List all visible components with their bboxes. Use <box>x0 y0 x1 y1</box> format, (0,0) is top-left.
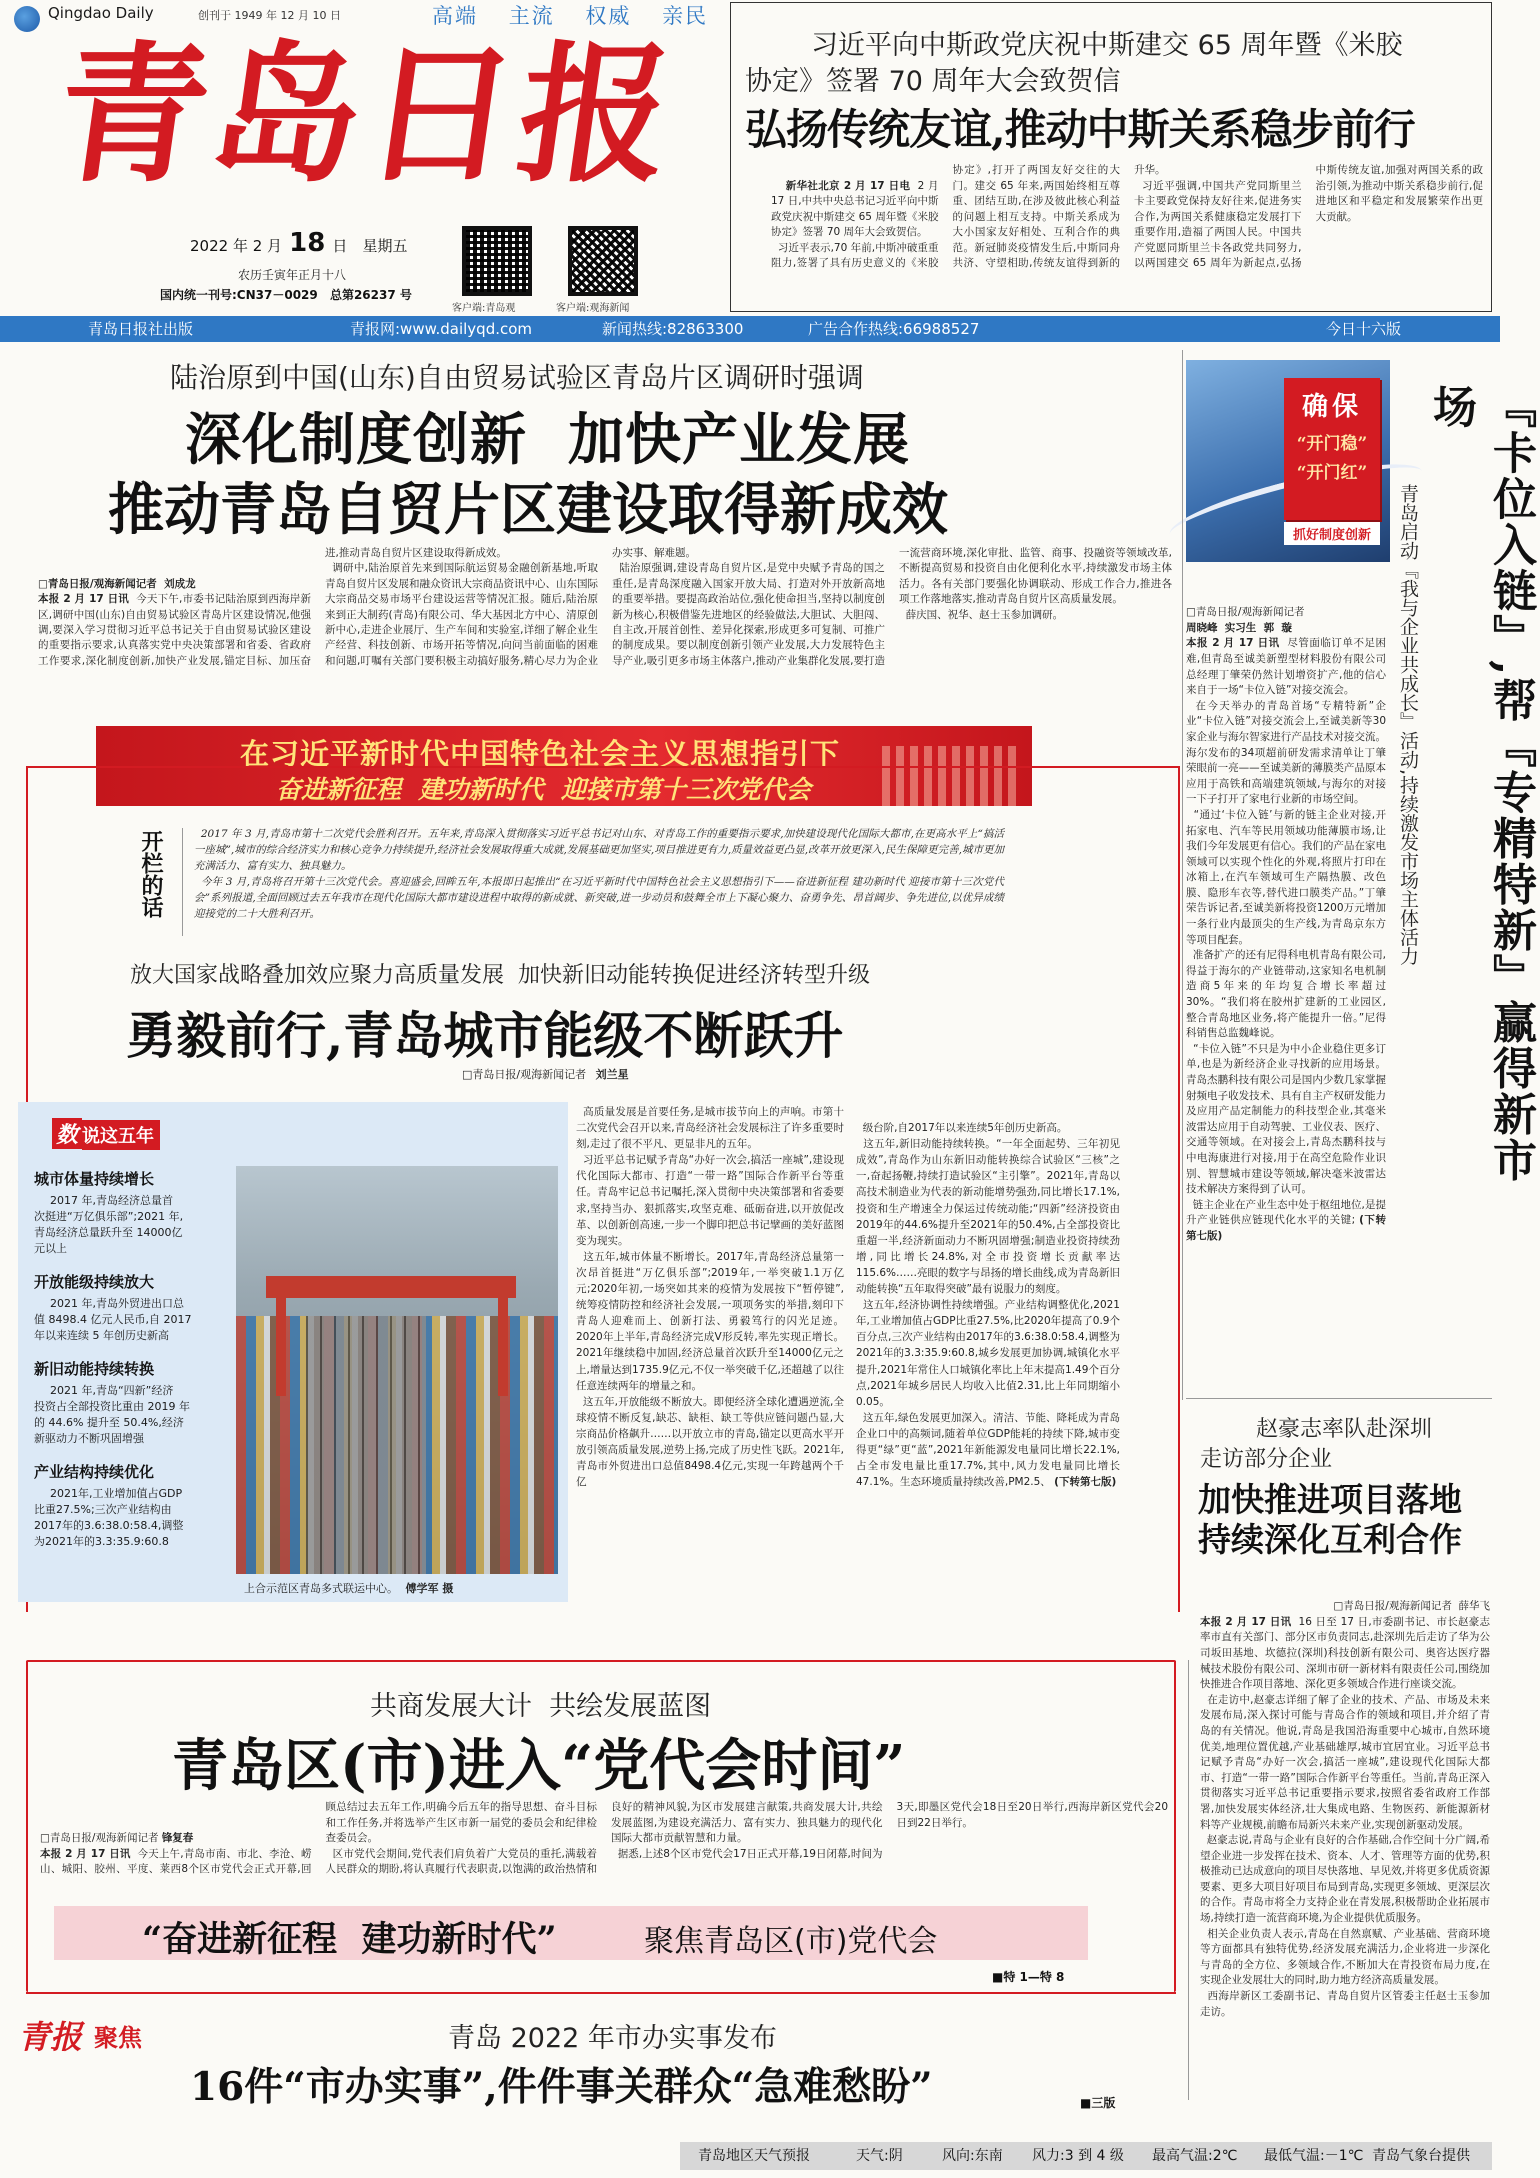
weather-low: 最低气温:－1℃ <box>1264 2148 1364 2164</box>
stats-title <box>52 1118 160 1148</box>
qr-caption-guanhai: 客户端:观海新闻 <box>556 303 630 314</box>
feature-col-2-text: 级台阶,自2017年以来连续5年创历史新高。 这五年,新旧动能持续转换。“一年全面起势、三年初见成效”,青岛作为山东新旧动能转换综合试验区“三核”之一,奋起扬鞭,持续打造试验区“主引擎”。2021年,青岛以高技术制造业为代表的新动能增势强劲,同比增长17.1%,投资和生产增速全力保运过传统动能;“四新”经济投资由2019年的44.6%提升至2021年的50.4%,占全部投资比重超一半,经济新面动力不断巩固增强;制造业投资持续劲增,同比增长24.8%,对全市投资增长贡献率达115.6%……亮眼的数字与昂扬的增长曲线,成为青岛新旧动能转换“五年取得突破”最有说服力的刻度。 这五年,经济协调性持续增强。产业结构调整优化,2021年,工业增加值占GDP比重27.5%,比2020年提高了0.9个百分点,三次产业结构由2017年的3.6:38.0:58.4,调整为2021年的3.3:35.9:60.8,城乡发展更加协调,城镇化水平提升,2021年常住人口城镇化率比上年末提高1.49个百分点,2021年城乡居民人均收入比值2.31,比上年同期缩小0.05。 这五年,绿色发展更加深入。清洁、节能、降耗成为青岛企业口中的高频词,随着单位GDP能耗的持续下降,城市变得更“绿”更“蓝”,2021年新能源发电量同比增长22.1%,占全市发电量比重17.7%,其中,风力发电量同比增长47.1%。生态环境质量持续改善,PM2.5、 <box>856 1122 1120 1489</box>
slogan-1: 高端 <box>432 4 478 28</box>
feature-byline <box>462 1066 629 1082</box>
weather-label: 青岛地区天气预报 <box>698 2148 810 2164</box>
stats-item-line: 投资占全部投资比重由 2019 年 <box>34 1400 190 1413</box>
shenzhen-kicker-1: 赵豪志率队赴深圳 <box>1256 1417 1433 1442</box>
lead-byline: □青岛日报/观海新闻记者 刘成龙 <box>38 577 196 590</box>
shenzhen-kicker-2: 走访部分企业 <box>1200 1447 1333 1472</box>
district-special-pages[interactable]: ■特 1—特 8 <box>992 1970 1065 1984</box>
stats-item-line: 年以来连续 5 年创历史新高 <box>34 1329 169 1342</box>
date-prefix: 2022 年 2 月 <box>190 237 283 255</box>
banner-line-1: 在习近平新时代中国特色社会主义思想指引下 <box>240 737 841 771</box>
feature-kicker: 放大国家战略叠加效应聚力高质量发展 加快新旧动能转换促进经济转型升级 <box>130 963 870 988</box>
stats-item-line: 次挺进“万亿俱乐部”;2021 年, <box>34 1210 184 1223</box>
lead-headline-1: 深化制度创新 加快产业发展 <box>185 407 910 473</box>
stats-item <box>34 1358 230 1447</box>
website-link[interactable]: 青报网:www.dailyqd.com <box>350 320 533 338</box>
sidebar-byline-1: □青岛日报/观海新闻记者 <box>1186 606 1305 619</box>
feature-col-1: 高质量发展是首要任务,是城市拔节向上的声响。市第十二次党代会召开以来,青岛经济社会发展标注了许多重要时刻,走过了很不平凡、更显非凡的五年。 习近平总书记赋予青岛“办好一次会,搞活一座城”,建设现代化国际大都市、打造“一带一路”国际合作新平台等重任。青岛牢记总书记嘱托,深入贯彻中央决策部署和省委要求,坚持当办、狠抓落实,攻坚克难、砥砺奋进,以开放促改革、以创新创高速,一步一个脚印把总书记擘画的美好蓝图变为现实。 这五年,城市体量不断增长。2017年,青岛经济总量第一次昂首挺进“万亿俱乐部”;2019年,一举突破1.1万亿元;2020年初,一场突如其来的疫情为发展按下“暂停键”,统筹疫情防控和经济社会发展,一项项务实的举措,刻印下青岛人迎难而上、创新打法、勇毅笃行的闪光足迹。2020年上半年,青岛经济完成V形反转,率先实现正增长。2021年继续稳中加固,经济总量首次跃升至14000亿元之上,增量达到1735.9亿元,不仅一举突破千亿,还超越了以往任意连续两年的增量之和。 这五年,开放能级不断放大。即便经济全球化遭遇逆流,全球疫情不断反复,缺芯、缺柜、缺工等供应链问题凸显,大宗商品价格飙升……以开放立市的青岛,锚定以更高水平开放引领高质量发展,逆势上扬,完成了历史性飞跃。2021年,青岛市外贸进出口总值8498.4亿元,实现一年跨越两个千亿 <box>576 1106 844 1489</box>
lead-body <box>38 546 1172 692</box>
stats-item-heading: 新旧动能持续转换 <box>34 1360 155 1378</box>
stats-title-prefix: 数 <box>52 1118 82 1149</box>
sidebar-vertical-sub: 青岛启动『我与企业共成长』活动,持续激发市场主体活力 <box>1397 484 1419 966</box>
sidebar-continue[interactable]: (下转第七版) <box>1186 1214 1386 1242</box>
masthead-founded: 创刊于 1949 年 12 月 10 日 <box>198 9 341 22</box>
total-no: 总第26237 号 <box>329 288 412 302</box>
top-story-lead: 新华社北京 2 月 17 日电 <box>785 179 911 192</box>
masthead <box>0 0 720 228</box>
top-story-kicker-1: 习近平向中斯政党庆祝中斯建交 65 周年暨《米胶 <box>811 30 1403 61</box>
issue-number <box>160 286 412 303</box>
stats-item-heading: 开放能级持续放大 <box>34 1273 155 1291</box>
weather-wind-force: 风力:3 到 4 级 <box>1032 2148 1124 2164</box>
district-headline: 青岛区(市)进入“党代会时间” <box>172 1733 906 1799</box>
district-byline <box>40 1831 312 1847</box>
masthead-en-name: Qingdao Daily <box>48 4 154 22</box>
photo-crane-leg-right <box>498 1276 508 1396</box>
sidebar-text: 尽管面临订单不足困难,但青岛至诚美新塑型材料股份有限公司总经理丁肇荣仍然计划增资扩产,他的信心来自于一场“卡位入链”对接交流会。 在今天举办的青岛首场“专精特新”企业“卡位入链”对接交流会上,至诚美新等30家企业与海尔智家进行产品技术对接交流。海尔发布的34项超前研发需求清单让丁肇荣眼前一亮——至诚美新的薄膜类产品原本应用于高铁和高端建筑领域,与海尔的对接一下子打开了家电行业新的市场空间。 “通过‘卡位入链’与新的链主企业对接,开拓家电、汽车等民用领域功能薄膜市场,让我们今年发展更有信心。我们的产品在家电领域可以实现个性化的外观,将照片打印在冰箱上,在汽车领域可生产隔热膜、改色膜、隐形车衣等,替代进口膜类产品。”丁肇荣告诉记者,至诚美新将投资1200万元增加一条行业内最顶尖的生产线,为青岛京东方等项目配套。 准备扩产的还有尼得科电机青岛有限公司,得益于海尔的产业链带动,这家知名电机制造商5年来的年均复合增长率超过30%。“我们将在胶州扩建新的工业园区,整合青岛地区业务,将产能提升一倍。”尼得科销售总监魏峰说。 “卡位入链”不只是为中小企业稳住更多订单,也是为新经济企业寻找新的应用场景。青岛杰鹏科技有限公司是国内少数几家掌握射频电子收发技术、具有自主产权研发能力及应用产品定制能力的科技型企业,其毫米波雷达应用于自动驾驶、工业仪表、医疗、交通等领域。在对接会上,青岛杰鹏科技与中电海康进行对接,用于在高空危险作业识别、智慧城市建设等领域,解决毫米波雷达技术解决方案得到了认可。 链主企业在产业生态中处于枢纽地位,是提升产业链供应链现代化水平的关键; <box>1186 637 1386 1227</box>
focus-banner-quote: “奋进新征程 建功新时代” <box>142 1919 557 1960</box>
district-byline-prefix: □青岛日报/观海新闻记者 <box>40 1832 159 1844</box>
stats-item-line: 2021年,工业增加值占GDP <box>50 1487 183 1500</box>
stats-item-line: 值 8498.4 亿元人民币,自 2017 <box>34 1313 192 1326</box>
photo-caption-text: 上合示范区青岛多式联运中心。 <box>244 1582 398 1595</box>
focus-headline[interactable]: 16件“市办实事”,件件事关群众“急难愁盼” <box>190 2064 933 2110</box>
weather-wind-dir: 风向:东南 <box>942 2148 1003 2164</box>
opener-label: 开栏的话 <box>138 830 164 918</box>
lead-headline-2: 推动青岛自贸片区建设取得新成效 <box>108 477 948 543</box>
stats-title-rest: 说这五年 <box>82 1120 160 1150</box>
sidebar-lead: 本报 2 月 17 日讯 <box>1186 637 1280 650</box>
masthead-globe-icon <box>14 6 40 32</box>
opener-body: 2017 年 3 月,青岛市第十二次党代会胜利召开。五年来,青岛深入贯彻落实习近平总书记对山东、对青岛工作的重要指示要求,加快建设现代化国际大都市,在更高水平上“搞活一座城”,城市的综合经济实力和核心竞争力持续提升,经济社会发展取得重大成就,发展基础更加坚实,项目推进更有力,质量效益更凸显,改革开放更深入,民生保障更完善,城市更加充满活力、富有实力、独具魅力。 今年 3 月,青岛将召开第十三次党代会。喜迎盛会,回眸五年,本报即日起推出“在习近平新时代中国特色社会主义思想指引下——奋进新征程 建功新时代 迎接市第十三次党代会”系列报道,全面回顾过去五年我市在现代化国际大都市建设进程中取得的新成就、新突破,进一步动员和鼓舞全市上下凝心聚力、奋勇争先、昂首阔步、争先进位,以优异成绩迎接党的二十大胜利召开。 <box>194 828 1004 920</box>
stats-item-line: 2021 年,青岛外贸进出口总 <box>50 1297 184 1310</box>
badge-mid-2: “开门红” <box>1296 463 1368 483</box>
issue-no: 国内统一刊号:CN37－0029 <box>160 288 318 302</box>
stats-item-line: 青岛经济总量跃升至 14000亿 <box>34 1226 183 1239</box>
date-weekday: 星期五 <box>362 237 408 255</box>
stats-item-line: 的 44.6% 提升至 50.4%,经济 <box>34 1416 184 1429</box>
stats-item-line: 新驱动力不断巩固增强 <box>34 1432 144 1445</box>
masthead-logo: 青岛日报 <box>45 27 687 203</box>
stats-item-line: 比重27.5%;三次产业结构由 <box>34 1503 172 1516</box>
badge-mid-1: “开门稳” <box>1296 434 1368 454</box>
stats-list <box>34 1168 230 1550</box>
slogan-4: 亲民 <box>662 4 709 28</box>
shenzhen-lead: 本报 2 月 17 日讯 <box>1200 1615 1292 1628</box>
stats-item <box>34 1168 230 1257</box>
weather-bar <box>680 2142 1492 2170</box>
lunar-date: 农历壬寅年正月十八 <box>238 268 347 282</box>
stats-item-line: 元以上 <box>34 1242 67 1255</box>
date-display <box>190 228 408 258</box>
photo-crane-leg-left <box>276 1276 286 1396</box>
lead-kicker: 陆治原到中国(山东)自由贸易试验区青岛片区调研时强调 <box>170 361 864 394</box>
sidebar-badge <box>1284 378 1380 520</box>
page-count: 今日十六版 <box>1326 320 1402 338</box>
stats-item-line: 2021 年,青岛“四新”经济 <box>50 1384 174 1397</box>
top-story-body <box>771 163 1483 303</box>
focus-page-ref[interactable]: ■三版 <box>1080 2096 1116 2110</box>
stats-item-line: 2017年的3.6:38.0:58.4,调整 <box>34 1519 184 1532</box>
shenzhen-divider <box>1186 1398 1492 1399</box>
slogan-2: 主流 <box>508 4 555 28</box>
top-story-box <box>730 2 1492 312</box>
lead-text: 今天下午,市委书记陆治原到西海岸新区,调研中国(山东)自由贸易试验区青岛片区建设情况,他强调,要深入学习贯彻习近平总书记关于自由贸易试验区建设的重要指示要求,认真落实党中央决策部署和省委、省政府工作要求,深化制度创新,加快产业发展,锚定目标、加压奋进,推动青岛自贸片区建设取得新成效。 调研中,陆治原首先来到国际航运贸易金融创新基地,听取青岛自贸片区发展和融众资讯大宗商品资讯中心、山东国际大宗商品交易市场平台建设运营等情况汇报。随后,陆治原来到正大制药(青岛)有限公司、华大基因北方中心、清原创新中心,走进企业展厅、生产车间和实验室,详细了解企业生产经营、科技创新、市场开拓等情况,向问当前面临的困难和问题,叮嘱有关部门要积极主动搞好服务,精心尽力为企业办实事、解难题。 陆治原强调,建设青岛自贸片区,是党中央赋予青岛的国之重任,是青岛深度融入国家开放大局、打造对外开放新高地的重要举措。要提高政治站位,强化使命担当,坚持以制度创新为核心,积极借鉴先进地区的经验做法,大胆试、大胆闯、自主改,开展首创性、差异化探索,形成更多可复制、可推广的制度成果。要以制度创新引领产业发展,大力发展特色主导产业,吸引更多市场主体落户,推动产业集群化发展,要打造一流营商环境,深化审批、监管、商事、投融资等领域改革,不断提高贸易和投资自由化便利化水平,持续激发市场主体活力。各有关部门要强化协调联动、形成工作合力,推进各项工作落地落实,推动青岛自贸片区高质量发展。 薛庆国、祝华、赵士玉参加调研。 <box>38 547 1172 667</box>
stats-item <box>34 1271 230 1344</box>
weather-high: 最高气温:2℃ <box>1152 2148 1238 2164</box>
qr-code-qingdaoguan <box>462 226 532 296</box>
feature-col-2 <box>856 1104 1120 1598</box>
qr-caption-qingdaoguan: 客户端:青岛观 <box>452 303 516 314</box>
stats-item-line: 2017 年,青岛经济总量首 <box>50 1194 173 1207</box>
badge-bottom: 抓好制度创新 <box>1284 522 1380 545</box>
qr-code-guanhai <box>568 226 638 296</box>
sidebar-vertical-headline: 『卡位入链』,帮『专精特新』赢得新市场 <box>1425 384 1536 1184</box>
date-day: 18 <box>289 228 326 258</box>
photo-crane <box>266 1276 516 1298</box>
focus-logo <box>18 2008 164 2072</box>
date-suffix: 日 <box>332 237 348 255</box>
district-bottom-line <box>26 1992 1176 1994</box>
stats-panel <box>18 1102 568 1602</box>
feature-byline-name: 刘兰星 <box>595 1068 629 1081</box>
district-body <box>40 1800 1168 1896</box>
top-story-headline: 弘扬传统友谊,推动中斯关系稳步前行 <box>745 105 1415 154</box>
district-byline-name: 锋复春 <box>161 1832 194 1844</box>
district-lead: 本报 2 月 17 日讯 <box>40 1847 131 1860</box>
feature-headline: 勇毅前行,青岛城市能级不断跃升 <box>126 1006 844 1065</box>
feature-byline-prefix: □青岛日报/观海新闻记者 <box>462 1068 587 1081</box>
focus-logo-script: 青报 <box>18 2018 83 2056</box>
stats-item-line: 为2021年的3.3:35.9:60.8 <box>34 1535 169 1548</box>
ad-hotline: 广告合作热线:66988527 <box>808 320 980 338</box>
masthead-slogans <box>432 0 708 30</box>
sidebar-byline-2: 周晓峰 实习生 郭 璇 <box>1186 621 1292 634</box>
shenzhen-text: 16 日至 17 日,市委副书记、市长赵豪志率市直有关部门、部分区市负责同志,赴深圳先后走访了华为公司坂田基地、坎德拉(深圳)科技创新有限公司、奥咨达医疗器械技术股份有限公司、深圳市研一新材料有限责任公司,围绕加快推进合作项目落地、深化更多领域合作进行座谈交流。 在走访中,赵豪志详细了解了企业的技术、产品、市场及未来发展布局,深入探讨可能与青岛合作的领域和项目,并介绍了青岛的有关情况。他说,青岛是我国沿海重要中心城市,自然环境优美,地理位置优越,产业基础雄厚,城市宜居宜业。习近平总书记赋予青岛“办好一次会,搞活一座城”,建设现代化国际大都市、打造“一带一路”国际合作新平台等重任。当前,青岛正深入贯彻落实习近平总书记重要指示要求,按照省委省政府工作部署,加快发展实体经济,壮大集成电路、生物医药、新能源新材料等产业规模,前瞻布局新兴未来产业,实现创新驱动发展。 赵豪志说,青岛与企业有良好的合作基础,合作空间十分广阔,希望企业进一步发挥在技术、资本、人才、管理等方面的优势,积极推动已达成意向的项目尽快落地、早见效,并将更多优质资源要素、更多大项目好项目布局到青岛,实现更多领域、更深层次的合作。青岛市将全力支持企业在青发展,积极帮助企业拓展市场,持续打造一流营商环境,为企业提供优质服务。 相关企业负责人表示,青岛在自然禀赋、产业基础、营商环境等方面都具有独特优势,经济发展充满活力,企业将进一步深化与青岛的全方位、多领域合作,不断加大在青投资布局力度,在实现企业发展壮大的同时,助力地方经济高质量发展。 西海岸新区工委副书记、青岛自贸片区管委主任赵士玉参加走访。 <box>1200 1615 1491 2018</box>
sidebar-body <box>1186 574 1386 1354</box>
banner-line-2: 奋进新征程 建功新时代 迎接市第十三次党代会 <box>276 775 811 804</box>
info-bar <box>0 316 1500 342</box>
opener-divider <box>182 828 183 936</box>
lead-story <box>0 344 1182 694</box>
publisher-label: 青岛日报社出版 <box>88 320 194 338</box>
focus-banner[interactable] <box>54 1906 1088 1960</box>
slogan-3: 权威 <box>585 4 632 28</box>
shenzhen-left-divider <box>1188 1660 1189 2100</box>
top-story-kicker-2: 协定》签署 70 周年大会致贺信 <box>745 66 1121 97</box>
sidebar-graphic <box>1186 360 1390 562</box>
feature-continue[interactable]: (下转第七版) <box>1054 1476 1117 1489</box>
lead-lead: 本报 2 月 17 日讯 <box>38 593 130 606</box>
top-story-text: 2 月 17 日,中共中央总书记习近平向中斯政党庆祝中斯建交 65 周年暨《米胶协定》签署 70 周年大会致贺信。 习近平表示,70 年前,中斯冲破重重阻力,签署了具有历史意义的《米胶协定》,打开了两国友好交往的大门。建交 65 年来,两国始终相互尊重、团结互助,在涉及彼此核心利益的问题上相互支持。中斯关系成为大小国家友好相处、互利合作的典范。新冠肺炎疫情发生后,中斯同舟共济、守望相助,传统友谊得到新的升华。 习近平强调,中国共产党同斯里兰卡主要政党保持友好往来,促进务实合作,为两国关系健康稳定发展打下重要作用,造福了两国人民。中国共产党愿同斯里兰卡各政党共同努力,以两国建交 65 周年为新起点,弘扬中斯传统友谊,加强对两国关系的政治引领,为推动中斯关系稳步前行,促进地区和平稳定和发展繁荣作出更大贡献。 <box>771 164 1483 269</box>
district-kicker: 共商发展大计 共绘发展蓝图 <box>370 1691 712 1722</box>
focus-kicker: 青岛 2022 年市办实事发布 <box>448 2023 777 2054</box>
shenzhen-byline: □青岛日报/观海新闻记者 薛华飞 <box>1333 1600 1490 1613</box>
stats-item <box>34 1461 230 1550</box>
photo-credit: 傅学军 摄 <box>405 1582 454 1595</box>
district-text: 今天上午,青岛市南、市北、李沧、崂山、城阳、胶州、平度、莱西8个区市党代会正式开幕,回顾总结过去五年工作,明确今后五年的指导思想、奋斗目标和工作任务,并将选举产生区市新一届党的委员会和纪律检查委员会。 区市党代会期间,党代表们肩负着广大党员的重托,满载着人民群众的期盼,将认真履行代表职责,以饱满的政治热情和良好的精神风貌,为区市发展建言献策,共商发展大计,共绘发展蓝图,为建设充满活力、富有实力、独具魅力的现代化国际大都市贡献智慧和力量。 据悉,上述8个区市党代会17日正式开幕,19日闭幕,时间为3天,即墨区党代会18日至20日举行,西海岸新区党代会20日到22日举行。 <box>40 1801 1168 1875</box>
weather-source: 青岛气象台提供 <box>1372 2148 1470 2164</box>
stats-item-heading: 城市体量持续增长 <box>34 1170 155 1188</box>
news-hotline: 新闻热线:82863300 <box>602 320 744 338</box>
shenzhen-body <box>1200 1568 1490 2116</box>
photo-rails <box>306 1316 426 1574</box>
stats-item-heading: 产业结构持续优化 <box>34 1463 155 1481</box>
photo-caption <box>244 1580 453 1596</box>
weather-sky: 天气:阴 <box>856 2148 903 2164</box>
focus-banner-rest: 聚焦青岛区(市)党代会 <box>644 1924 938 1959</box>
sidebar-divider <box>1182 350 1183 1400</box>
shenzhen-headline-2: 持续深化互利合作 <box>1198 1520 1462 1559</box>
badge-top: 确保 <box>1301 392 1362 422</box>
feature-photo <box>236 1166 558 1574</box>
shenzhen-headline-1: 加快推进项目落地 <box>1198 1480 1462 1519</box>
focus-logo-label: 聚焦 <box>94 2024 142 2052</box>
